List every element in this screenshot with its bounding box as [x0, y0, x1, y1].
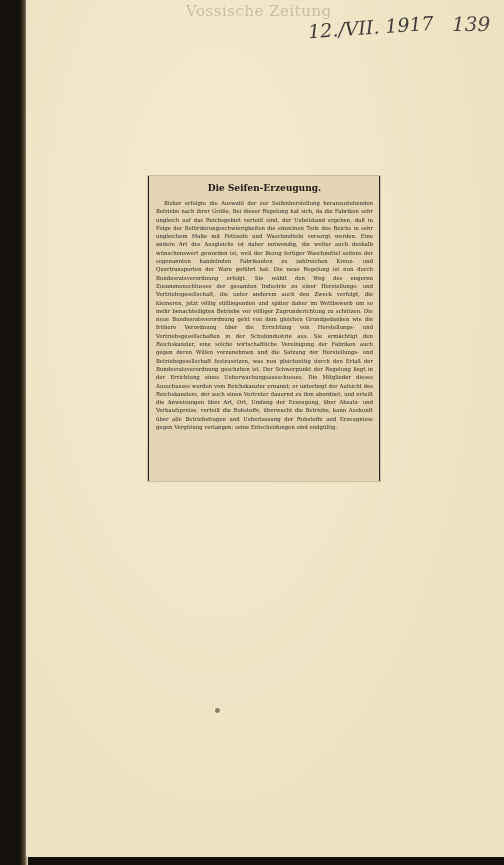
faint-newspaper-header: Vossische Zeitung [186, 2, 332, 20]
clipping-title: Die Seifen-Erzeugung. [207, 184, 322, 194]
handwritten-page-number: 139 [452, 12, 491, 36]
clipping-body: Bisher erfolgte die Auswahl der zur Seifenherstellung heranzuziehenden Betriebe nach ihrer Größe. Bei dieser Regelung hat sich, da die Fabriken sehr ungleich auf das Reichsgebiet verteilt sind, der Uebelstand ergeben, daß in Folge der Beförderungsschwierigkeiten die einzelnen Teile des Reichs in sehr ungleichem Maße mit Fettseife und Waschmitteln versorgt werden. Eine andere Art des Ausgleichs ist daher notwendig, die weiter auch deshalb wünschenswert geworden ist, weil der Bezug fertiger Waschmittel seitens der sogenannten handelnden Fabrikanten zu zahlreichen Kreuz- und Quertransporten der Ware geführt hat. Die neue Regelung ist nun durch Bundesratsverordnung erfolgt. Sie wählt den Weg des engeren Zusammenschlusses der gesamten Industrie zu einer Herstellungs- und Vertriebsgesellschaft, die unter anderem auch den Zweck verfolgt, die kleineren, jetzt völlig stillliegenden und später daher im Wettbewerb um so mehr benachteiligten Betriebe vor völliger Zugrunderichtung zu schützen. Die neue Bundesratsverordnung geht von dem gleichen Grundgedanken wie die frühere Verordnung über die Errichtung von Herstellungs- und Vertriebsgesellschaften in der Schuhindustrie aus. Sie ermächtigt den Reichskanzler, eine solche wirtschaftliche Vereinigung der Fabriken auch gegen deren Willen vorzunehmen und die Satzung der Herstellungs- und Betriebsgesellschaft festzusetzen, was nun gleichzeitig durch den Erlaß der Bundesratsverordnung geschehen ist. Der Schwerpunkt der Regelung liegt in der Errichtung eines Ueberwachungsausschusses. Die Mitglieder dieses Ausschusses werden vom Reichskanzler ernannt; er unterliegt der Aufsicht des Reichskanzlers, der auch einen Vertreter dauernd zu ihm abordnet, und erteilt die Anweisungen über Art, Ort, Umfang der Erzeugung, über Absatz- und Verkaufspreise, verteilt die Rohstoffe, überwacht die Betriebe, kann Auskunft über alle Betriebsfragen und Ueberlassung der Rohstoffe und Erzeugnisse gegen Vergütung verlangen; seine Entscheidungen sind endgültig. [156, 201, 373, 432]
handwritten-date: 12./VII. 1917 [307, 12, 435, 44]
newspaper-clipping [148, 176, 380, 481]
paper-speck [215, 708, 220, 713]
